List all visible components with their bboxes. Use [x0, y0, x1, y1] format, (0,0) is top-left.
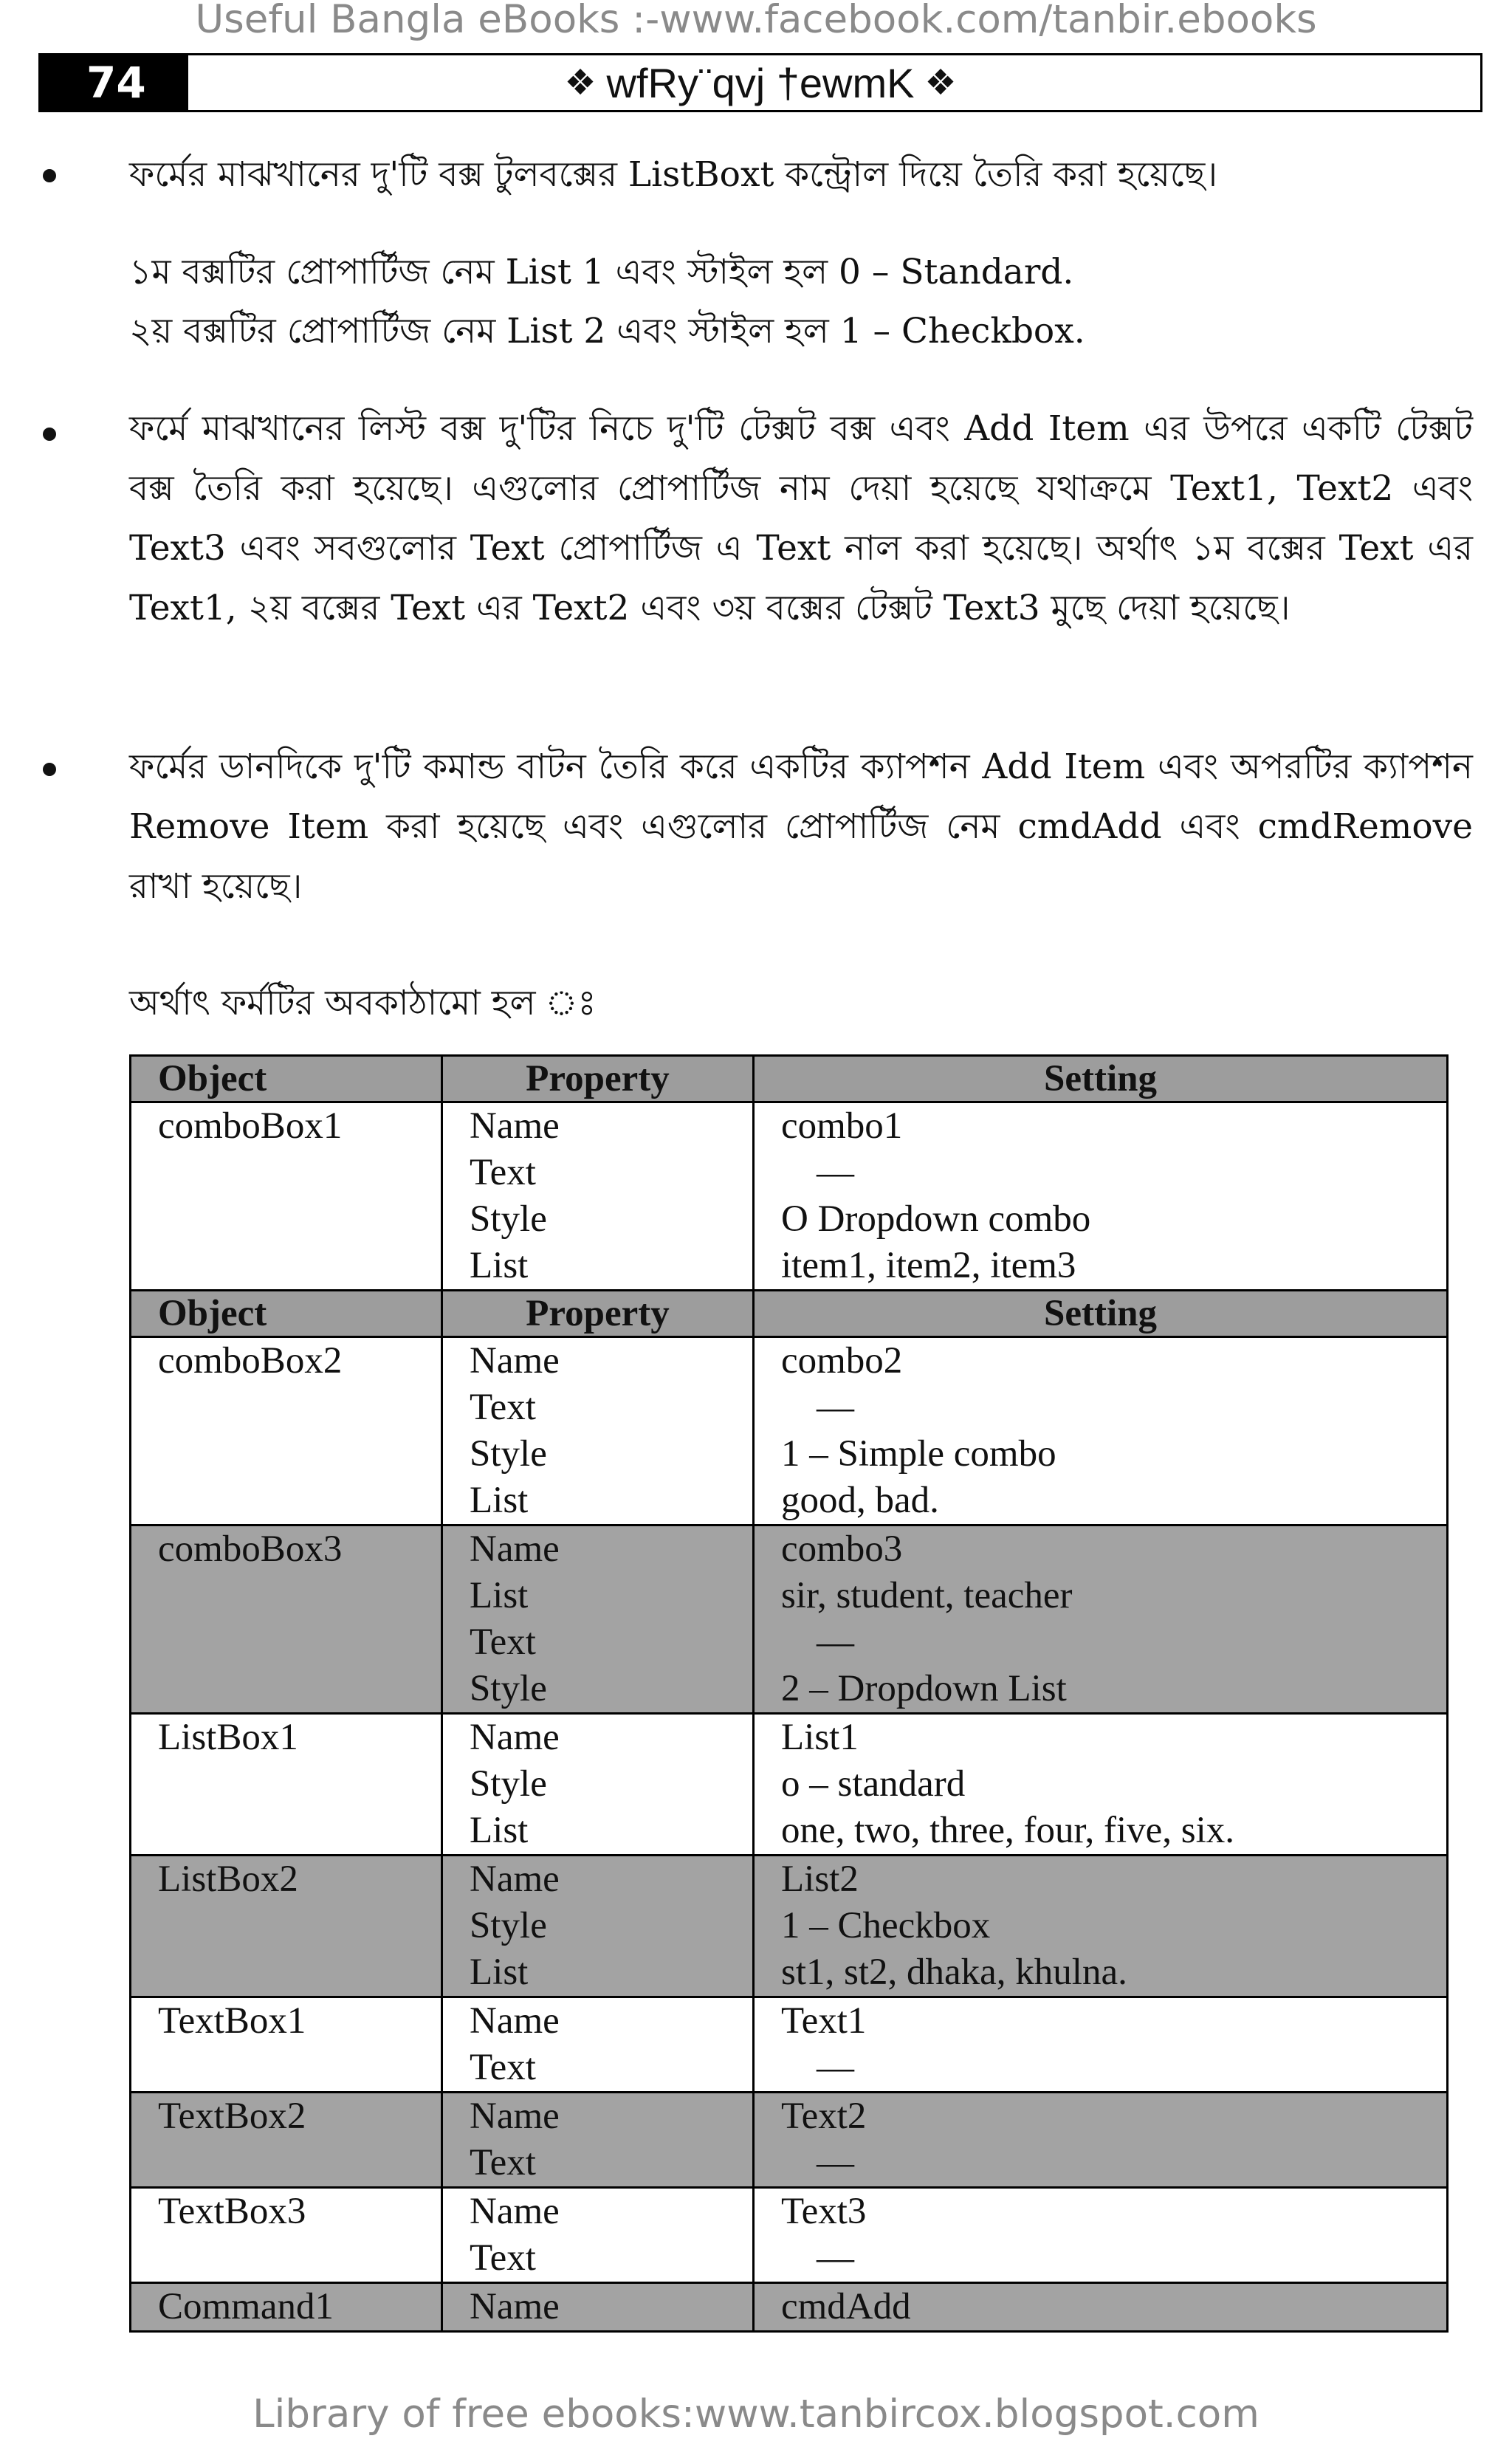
setting-cell	[754, 1337, 1448, 1525]
property-name: Style	[470, 1433, 547, 1475]
object-cell	[131, 1337, 442, 1525]
property-name: List	[470, 1952, 529, 1993]
setting-value: —	[817, 2047, 854, 2088]
property-name: Name	[470, 2191, 560, 2232]
property-name: Name	[470, 1859, 560, 1900]
column-header-object: Object	[131, 1056, 442, 1102]
paragraph-textboxes: ফর্মে মাঝখানের লিস্ট বক্স দু'টির নিচে দু'টি টেক্সট বক্স এবং Add Item এর উপরে একটি টেক্সট বক্স তৈরি করা হয়েছে। এগুলোর প্রোপার্টিজ নাম দেয়া হয়েছে যথাক্রমে Text1, Text2 এবং Text3 এবং সবগুলোর Text প্রোপার্টিজ এ Text নাল করা হয়েছে। অর্থাৎ ১ম বক্সের Text এর Text1, ২য় বক্সের Text এর Text2 এবং ৩য় বক্সের টেক্সট Text3 মুছে দেয়া হয়েছে।	[129, 408, 1473, 628]
setting-cell	[754, 2283, 1448, 2332]
property-cell	[442, 2093, 754, 2188]
setting-value: one, two, three, four, five, six.	[781, 1810, 1235, 1851]
paragraph-command-buttons: ফর্মের ডানদিকে দু'টি কমান্ড বাটন তৈরি করে একটির ক্যাপশন Add Item এবং অপরটির ক্যাপশন Remove Item করা হয়েছে এবং এগুলোর প্রোপার্টিজ নেম cmdAdd এবং cmdRemove রাখা হয়েছে।	[129, 747, 1473, 907]
property-name: List	[470, 1575, 529, 1616]
property-cell	[442, 1102, 754, 1291]
table-row	[131, 1997, 1448, 2093]
property-name: Name	[470, 1105, 560, 1147]
column-header-property: Property	[442, 1056, 754, 1102]
setting-cell	[754, 1997, 1448, 2093]
object-cell	[131, 1714, 442, 1856]
setting-value: cmdAdd	[781, 2286, 911, 2327]
column-header-setting: Setting	[754, 1291, 1448, 1337]
property-name: Text	[470, 1387, 536, 1428]
property-cell	[442, 1997, 754, 2093]
object-name: comboBox3	[158, 1528, 343, 1570]
object-name: TextBox3	[158, 2191, 306, 2232]
table-row	[131, 1525, 1448, 1714]
page-header	[38, 53, 1482, 112]
column-header-object: Object	[131, 1291, 442, 1337]
property-cell	[442, 1714, 754, 1856]
setting-cell	[754, 2093, 1448, 2188]
object-cell	[131, 2093, 442, 2188]
property-name: List	[470, 1480, 529, 1521]
setting-value: o – standard	[781, 1763, 966, 1805]
property-cell	[442, 1856, 754, 1997]
paragraph-listbox-intro: ফর্মের মাঝখানের দু'টি বক্স টুলবক্সের ListBoxt কন্ট্রোল দিয়ে তৈরি করা হয়েছে।	[129, 154, 1218, 195]
property-name: Style	[470, 1198, 547, 1240]
table-row	[131, 1856, 1448, 1997]
setting-value: —	[817, 1621, 854, 1663]
property-name: Name	[470, 1340, 560, 1382]
setting-cell	[754, 1102, 1448, 1291]
paragraph-list1-style: ১ম বক্সটির প্রোপার্টিজ নেম List 1 এবং স্টাইল হল 0 – Standard.	[129, 252, 1074, 292]
setting-value: Text2	[781, 2096, 867, 2137]
property-cell	[442, 1525, 754, 1714]
setting-value: st1, st2, dhaka, khulna.	[781, 1952, 1127, 1993]
property-name: Style	[470, 1668, 547, 1709]
setting-value: —	[817, 1387, 854, 1428]
setting-value: —	[817, 2142, 854, 2183]
object-name: Command1	[158, 2286, 334, 2327]
properties-table	[129, 1054, 1449, 2333]
table-header-row	[131, 1056, 1448, 1102]
property-name: List	[470, 1810, 529, 1851]
property-name: Text	[470, 1152, 536, 1193]
bullet-icon	[37, 163, 59, 185]
property-cell	[442, 2188, 754, 2283]
bullet-icon	[37, 757, 59, 779]
object-cell	[131, 1102, 442, 1291]
ornament-icon: ❖	[564, 64, 597, 103]
column-header-setting: Setting	[754, 1056, 1448, 1102]
property-name: Name	[470, 2286, 560, 2327]
setting-cell	[754, 2188, 1448, 2283]
property-name: List	[470, 1245, 529, 1286]
setting-value: item1, item2, item3	[781, 1245, 1076, 1286]
setting-value: good, bad.	[781, 1480, 939, 1521]
watermark-top: Useful Bangla eBooks :-www.facebook.com/tanbir.ebooks	[195, 0, 1317, 42]
setting-value: —	[817, 2237, 854, 2279]
setting-value: combo1	[781, 1105, 903, 1147]
object-name: comboBox1	[158, 1105, 343, 1147]
running-title	[188, 55, 1480, 110]
table-row	[131, 1714, 1448, 1856]
setting-value: combo2	[781, 1340, 903, 1382]
object-name: ListBox1	[158, 1717, 298, 1758]
setting-value: List2	[781, 1859, 859, 1900]
table-row	[131, 1337, 1448, 1525]
column-header-property: Property	[442, 1291, 754, 1337]
setting-cell	[754, 1856, 1448, 1997]
watermark-bottom: Library of free ebooks:www.tanbircox.blogspot.com	[252, 2392, 1260, 2437]
setting-value: List1	[781, 1717, 859, 1758]
object-cell	[131, 1525, 442, 1714]
setting-value: 1 – Simple combo	[781, 1433, 1056, 1475]
property-name: Text	[470, 2047, 536, 2088]
property-name: Name	[470, 1528, 560, 1570]
running-title-text: wfRy¨qvj †ewmK	[606, 59, 915, 106]
object-name: TextBox1	[158, 2000, 306, 2042]
table-row	[131, 2188, 1448, 2283]
setting-cell	[754, 1714, 1448, 1856]
table-header-row	[131, 1291, 1448, 1337]
setting-value: 1 – Checkbox	[781, 1905, 991, 1946]
property-name: Text	[470, 2237, 536, 2279]
property-name: Name	[470, 1717, 560, 1758]
setting-value: Text1	[781, 2000, 867, 2042]
table-row	[131, 1102, 1448, 1291]
property-name: Text	[470, 2142, 536, 2183]
table-row	[131, 2093, 1448, 2188]
table-body	[131, 1056, 1448, 2332]
bullet-icon	[37, 422, 59, 444]
setting-value: sir, student, teacher	[781, 1575, 1073, 1616]
object-cell	[131, 1997, 442, 2093]
property-name: Style	[470, 1905, 547, 1946]
property-cell	[442, 2283, 754, 2332]
ornament-icon: ❖	[924, 64, 957, 103]
object-cell	[131, 2188, 442, 2283]
setting-value: 2 – Dropdown List	[781, 1668, 1067, 1709]
property-name: Name	[470, 2096, 560, 2137]
setting-value: —	[817, 1152, 854, 1193]
setting-cell	[754, 1525, 1448, 1714]
paragraph-structure-intro: অর্থাৎ ফর্মটির অবকাঠামো হল ঃ	[129, 983, 597, 1023]
property-name: Name	[470, 2000, 560, 2042]
table-row	[131, 2283, 1448, 2332]
setting-value: O Dropdown combo	[781, 1198, 1091, 1240]
property-name: Style	[470, 1763, 547, 1805]
object-cell	[131, 1856, 442, 1997]
property-name: Text	[470, 1621, 536, 1663]
setting-value: combo3	[781, 1528, 903, 1570]
object-name: TextBox2	[158, 2096, 306, 2137]
object-name: ListBox2	[158, 1859, 298, 1900]
setting-value: Text3	[781, 2191, 867, 2232]
object-name: comboBox2	[158, 1340, 343, 1382]
page-number: 74	[41, 55, 188, 110]
object-cell	[131, 2283, 442, 2332]
property-cell	[442, 1337, 754, 1525]
paragraph-list2-style: ২য় বক্সটির প্রোপার্টিজ নেম List 2 এবং স্টাইল হল 1 – Checkbox.	[129, 311, 1085, 351]
